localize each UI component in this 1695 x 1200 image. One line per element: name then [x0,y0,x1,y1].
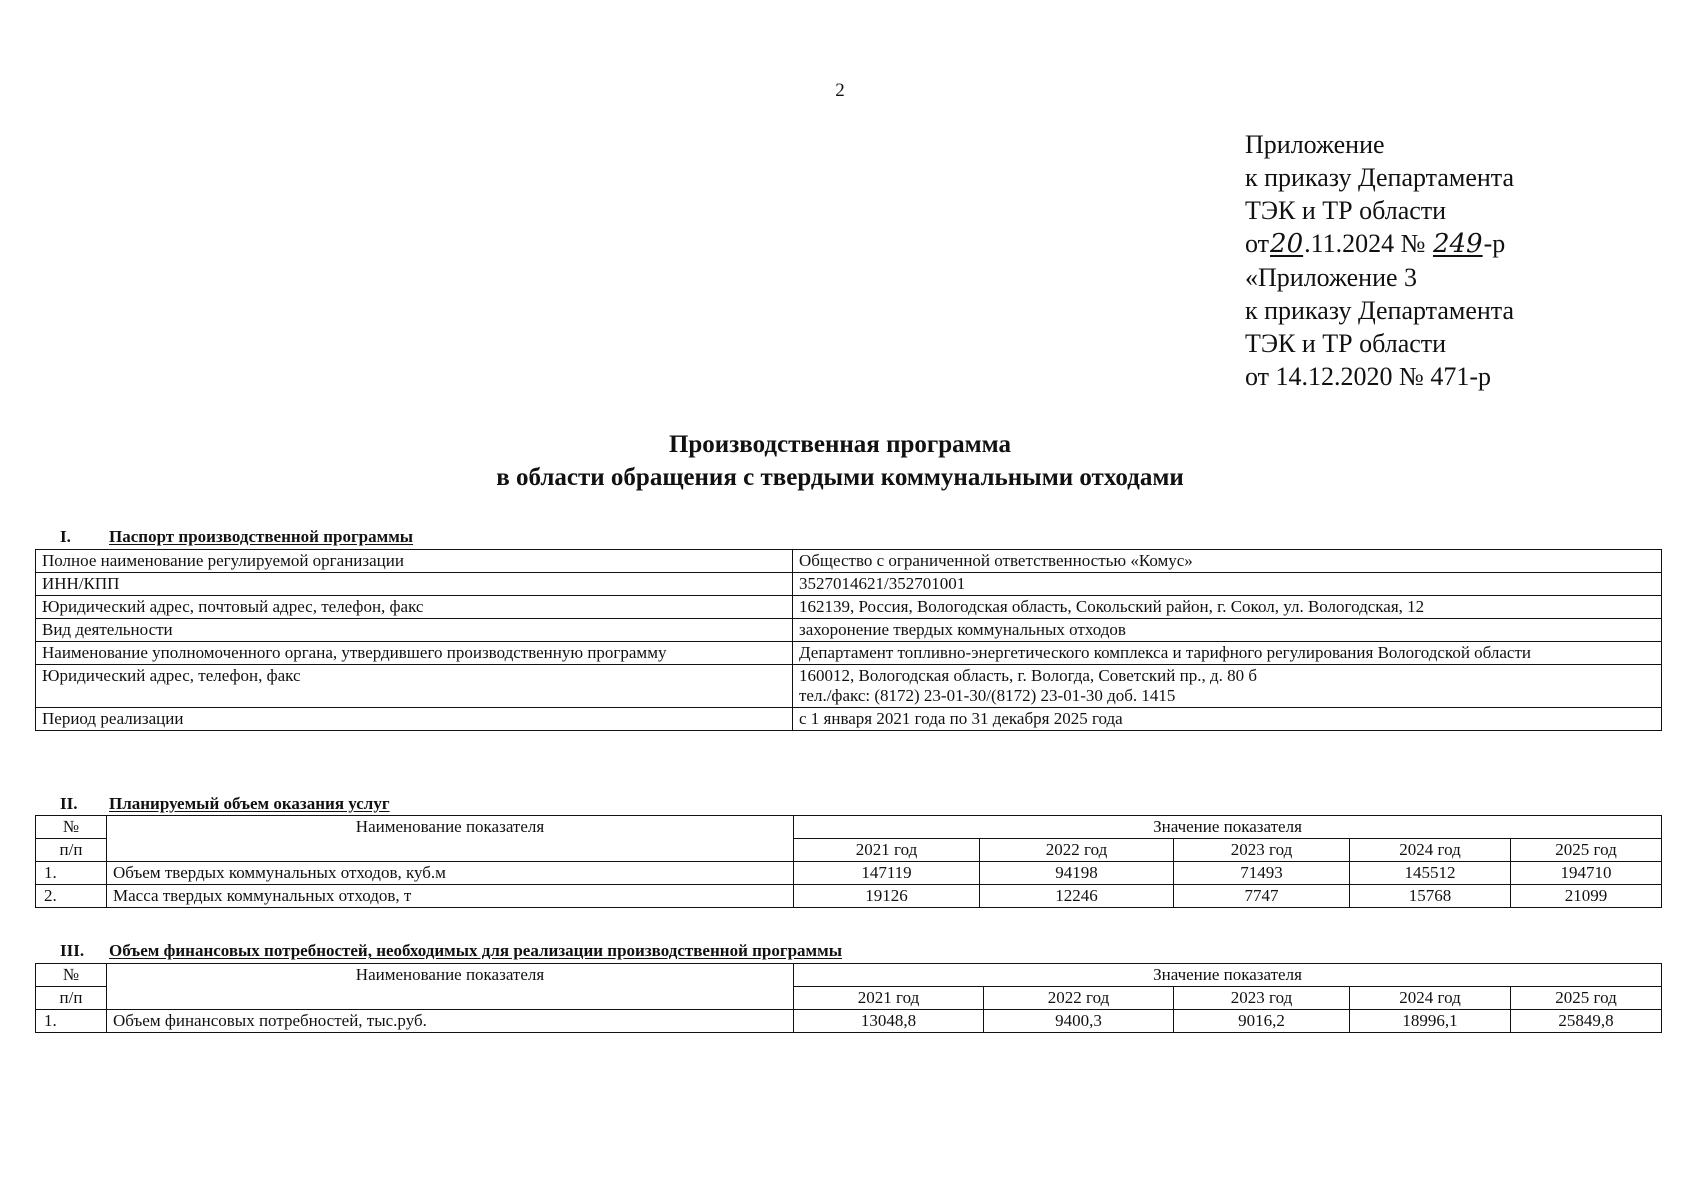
row-number: 2. [36,885,107,908]
year-header: 2025 год [1511,839,1662,862]
passport-value: 3527014621/352701001 [793,573,1662,596]
indicator-value: 12246 [980,885,1174,908]
indicator-name: Масса твердых коммунальных отходов, т [107,885,794,908]
passport-row [36,573,1662,596]
col-value-header: Значение показателя [794,964,1662,987]
col-num-header-2: п/п [36,839,107,862]
handwritten-day: 20 [1270,229,1304,259]
passport-row [36,619,1662,642]
financial-needs-table [35,963,1662,1033]
passport-row [36,665,1662,708]
approval-line: Приложение [1245,130,1385,159]
row-number: 1. [36,1010,107,1033]
approval-block [1245,128,1514,393]
passport-row [36,596,1662,619]
passport-value: Департамент топливно-энергетического комплекса и тарифного регулирования Вологодской области [793,642,1662,665]
passport-row [36,708,1662,731]
indicator-value: 7747 [1174,885,1350,908]
indicator-value: 9400,3 [984,1010,1174,1033]
passport-value: захоронение твердых коммунальных отходов [793,619,1662,642]
indicator-value: 21099 [1511,885,1662,908]
order-suffix: -р [1483,229,1506,258]
indicator-value: 18996,1 [1350,1010,1511,1033]
approval-line: ТЭК и ТР области [1245,329,1447,358]
order-prefix: от [1245,229,1270,258]
year-header: 2022 год [980,839,1174,862]
year-header: 2024 год [1350,987,1511,1010]
year-header: 2021 год [794,987,984,1010]
year-header: 2022 год [984,987,1174,1010]
indicator-name: Объем твердых коммунальных отходов, куб.м [107,862,794,885]
approval-line: «Приложение 3 [1245,263,1418,292]
col-name-header: Наименование показателя [107,816,794,862]
year-header: 2023 год [1174,839,1350,862]
col-name-header: Наименование показателя [107,964,794,1010]
table-row [36,1010,1662,1033]
passport-row [36,550,1662,573]
approval-line: к приказу Департамента [1245,163,1515,192]
table-row [36,862,1662,885]
section-3-title: Объем финансовых потребностей, необходимых для реализации производственной программы [109,941,842,960]
handwritten-order-number: 249 [1432,229,1483,259]
indicator-value: 194710 [1511,862,1662,885]
indicator-value: 71493 [1174,862,1350,885]
indicator-value: 15768 [1350,885,1511,908]
indicator-value: 145512 [1350,862,1511,885]
indicator-value: 13048,8 [794,1010,984,1033]
row-number: 1. [36,862,107,885]
col-num-header: № [36,964,107,987]
section-2-heading [60,794,390,814]
year-header: 2024 год [1350,839,1511,862]
year-header: 2023 год [1174,987,1350,1010]
passport-value: Общество с ограниченной ответственностью «Комус» [793,550,1662,573]
title-line-1: Производственная программа [668,431,1012,458]
order-date-line [1245,227,1514,261]
document-title [0,428,1680,494]
section-2-number: II. [60,794,78,813]
approval-line: от 14.12.2020 № 471-р [1245,362,1491,391]
approval-line: к приказу Департамента [1245,296,1515,325]
passport-value: с 1 января 2021 года по 31 декабря 2025 года [793,708,1662,731]
passport-label: Юридический адрес, почтовый адрес, телефон, факс [36,596,793,619]
passport-label: Юридический адрес, телефон, факс [36,665,793,708]
table-row [36,885,1662,908]
order-date-rest: .11.2024 № [1304,229,1432,258]
passport-label: Полное наименование регулируемой организации [36,550,793,573]
section-2-title: Планируемый объем оказания услуг [109,794,390,813]
indicator-value: 147119 [794,862,980,885]
section-1-number: I. [60,527,71,546]
passport-table [35,549,1662,731]
passport-label: Вид деятельности [36,619,793,642]
section-3-heading [60,941,842,961]
passport-label: ИНН/КПП [36,573,793,596]
passport-label: Наименование уполномоченного органа, утвердившего производственную программу [36,642,793,665]
section-3-number: III. [60,941,85,960]
title-line-2: в области обращения с твердыми коммунальными отходами [496,464,1184,491]
section-1-heading [60,527,413,547]
passport-value: 160012, Вологодская область, г. Вологда, Советский пр., д. 80 б тел./факс: (8172) 23-01-30/(8172) 23-01-30 доб. 1415 [793,665,1662,708]
indicator-value: 9016,2 [1174,1010,1350,1033]
indicator-value: 19126 [794,885,980,908]
year-header: 2025 год [1511,987,1662,1010]
indicator-value: 25849,8 [1511,1010,1662,1033]
col-value-header: Значение показателя [794,816,1662,839]
col-num-header: № [36,816,107,839]
col-num-header-2: п/п [36,987,107,1010]
passport-value: 162139, Россия, Вологодская область, Сокольский район, г. Сокол, ул. Вологодская, 12 [793,596,1662,619]
page-number: 2 [835,80,845,101]
services-volume-table [35,815,1662,908]
year-header: 2021 год [794,839,980,862]
passport-label: Период реализации [36,708,793,731]
indicator-name: Объем финансовых потребностей, тыс.руб. [107,1010,794,1033]
approval-line: ТЭК и ТР области [1245,196,1447,225]
indicator-value: 94198 [980,862,1174,885]
passport-row [36,642,1662,665]
section-1-title: Паспорт производственной программы [109,527,414,546]
